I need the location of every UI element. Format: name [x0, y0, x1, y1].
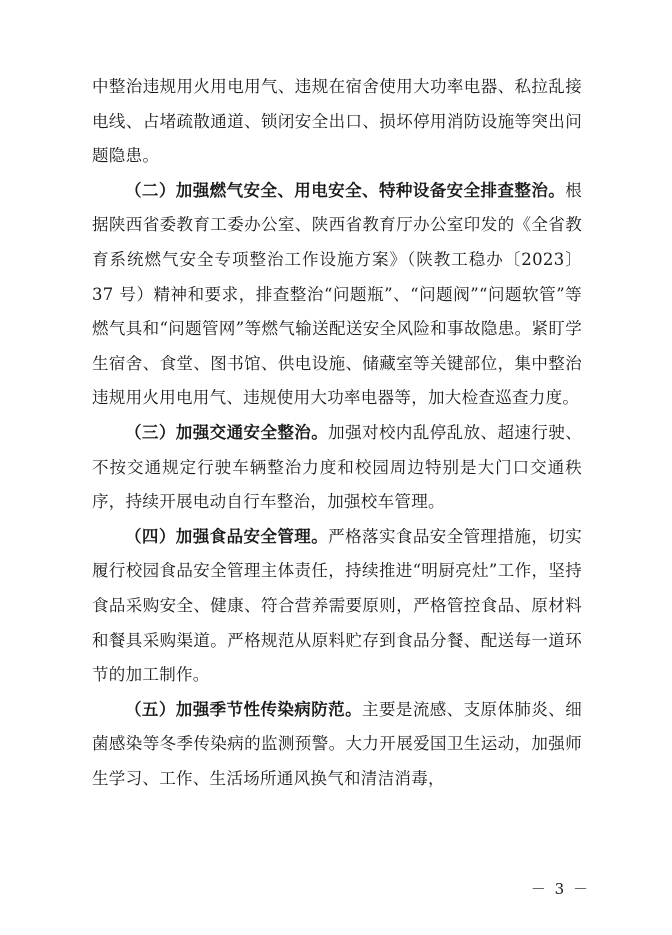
document-page: [92, 70, 582, 796]
paragraph-seasonal-disease: [92, 693, 582, 797]
paragraph-body: 中整治违规用火用电用气、违规在宿舍使用大功率电器、私拉乱接电线、占堵疏散通道、锁闭安全出口、损坏停用消防设施等突出问题隐患。: [92, 77, 582, 166]
paragraph-continuation: [92, 70, 582, 174]
section-heading: （三）加强交通安全整治。: [125, 422, 329, 442]
paragraph-food-safety: [92, 520, 582, 693]
section-heading: （二）加强燃气安全、用电安全、特种设备安全排查整治。: [125, 180, 566, 200]
paragraph-body: 根据陕西省委教育工委办公室、陕西省教育厅办公室印发的《全省教育系统燃气安全专项整治工作设施方案》（陕教工稳办〔2023〕37 号）精神和要求，排查整治“问题瓶”、“问题阀”“问题软管”等燃气具和“问题管网”等燃气输送配送安全风险和事故隐患。紧盯学生宿舍、食堂、图书馆、供电设施、储藏室等关键部位，集中整治违规用火用电用气、违规使用大功率电器等，加大检查巡查力度。: [92, 180, 582, 408]
paragraph-body: 严格落实食品安全管理措施，切实履行校园食品安全管理主体责任，持续推进“明厨亮灶”工作，坚持食品采购安全、健康、符合营养需要原则，严格管控食品、原材料和餐具采购渠道。严格规范从原料贮存到食品分餐、配送每一道环节的加工制作。: [92, 526, 582, 685]
paragraph-body: 加强对校内乱停乱放、超速行驶、不按交通规定行驶车辆整治力度和校园周边特别是大门口交通秩序，持续开展电动自行车整治，加强校车管理。: [92, 422, 582, 512]
paragraph-gas-electric-safety: [92, 174, 582, 416]
section-heading: （四）加强食品安全管理。: [125, 526, 329, 546]
paragraph-traffic-safety: [92, 416, 582, 520]
page-number: － 3 －: [530, 880, 590, 898]
section-heading: （五）加强季节性传染病防范。: [125, 699, 363, 719]
paragraph-body: 主要是流感、支原体肺炎、细菌感染等冬季传染病的监测预警。大力开展爱国卫生运动，加强师生学习、工作、生活场所通风换气和清洁消毒，: [92, 699, 582, 788]
